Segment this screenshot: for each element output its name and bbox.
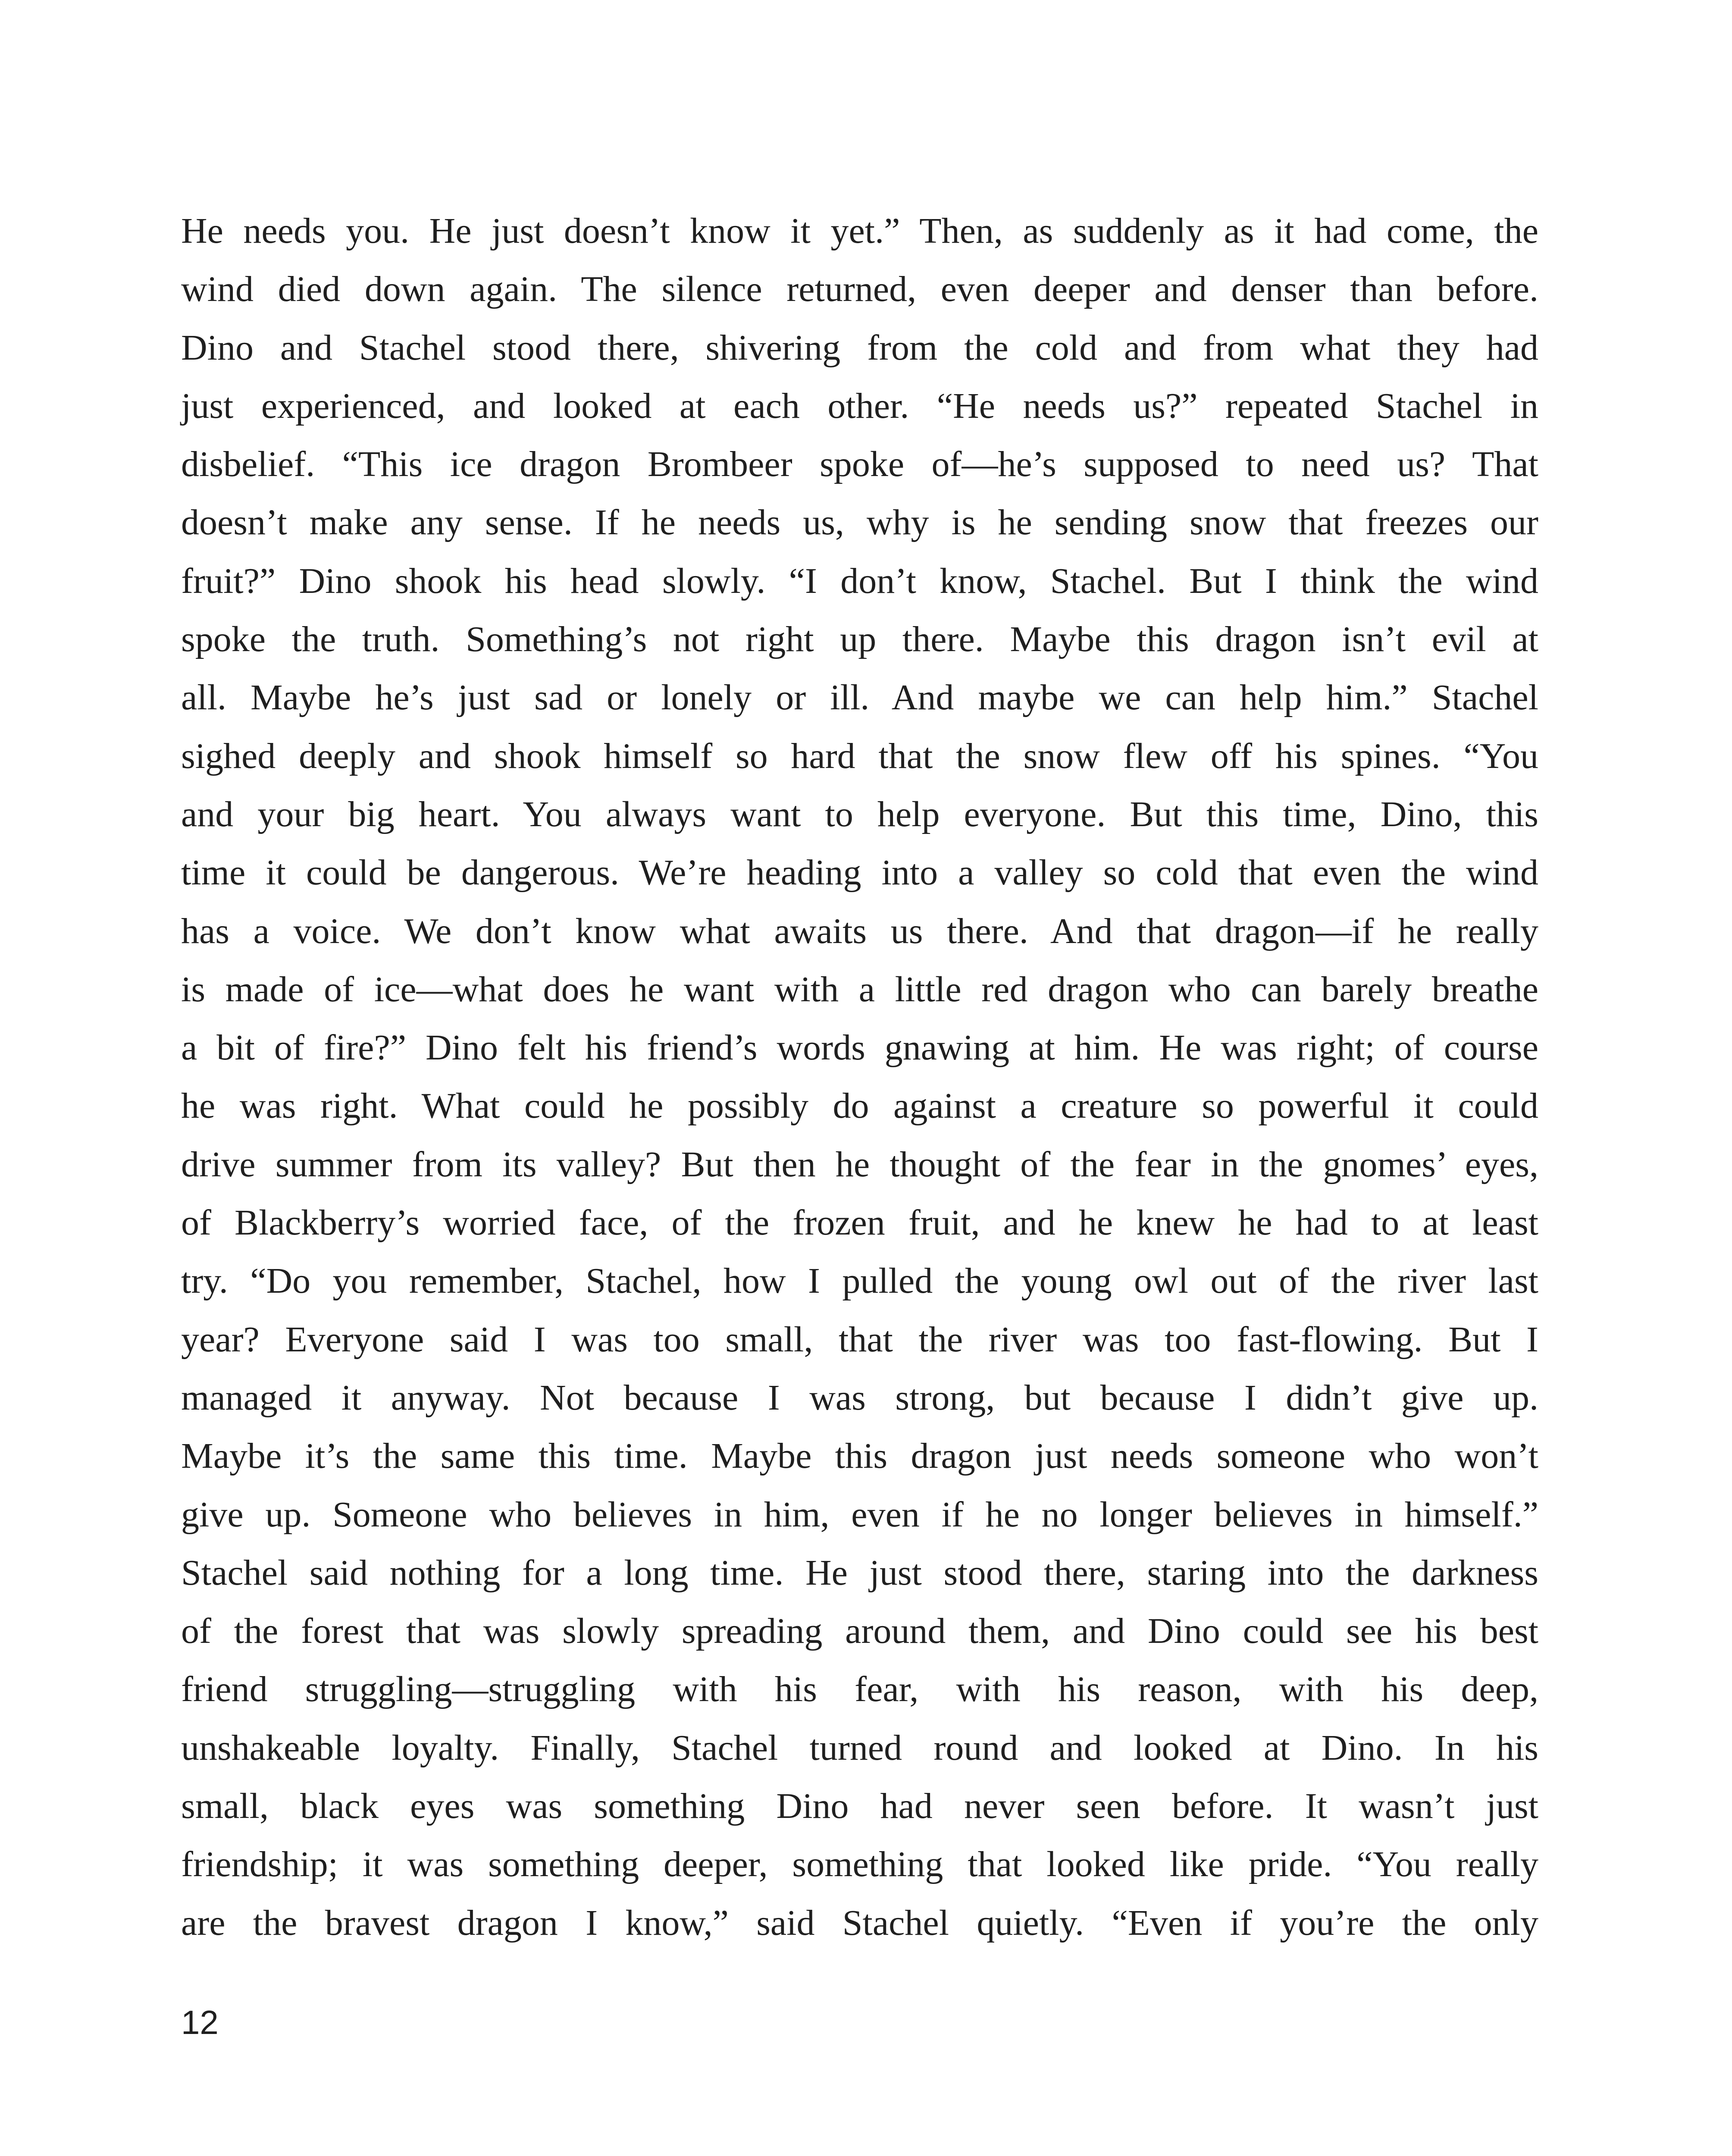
text-line: is made of ice—what does he want with a little red dragon who can barely breathe xyxy=(181,969,1538,1009)
text-line: fruit?” Dino shook his head slowly. “I don’t know, Stachel. But I think the wind xyxy=(181,561,1538,601)
text-line: friendship; it was something deeper, something that looked like pride. “You really xyxy=(181,1844,1538,1885)
text-line: friend struggling—struggling with his fear, with his reason, with his deep, xyxy=(181,1669,1538,1710)
text-line: Dino and Stachel stood there, shivering from the cold and from what they had xyxy=(181,327,1538,368)
text-line: a bit of fire?” Dino felt his friend’s words gnawing at him. He was right; of course xyxy=(181,1028,1538,1068)
text-line: disbelief. “This ice dragon Brombeer spoke of—he’s supposed to need us? That xyxy=(181,444,1538,485)
text-line: and your big heart. You always want to help everyone. But this time, Dino, this xyxy=(181,794,1538,834)
text-line: time it could be dangerous. We’re heading into a valley so cold that even the wind xyxy=(181,852,1538,893)
text-line: spoke the truth. Something’s not right up there. Maybe this dragon isn’t evil at xyxy=(181,619,1538,660)
text-line: unshakeable loyalty. Finally, Stachel turned round and looked at Dino. In his xyxy=(181,1727,1538,1768)
text-line: small, black eyes was something Dino had never seen before. It wasn’t just xyxy=(181,1786,1538,1827)
text-line: try. “Do you remember, Stachel, how I pulled the young owl out of the river last xyxy=(181,1261,1538,1301)
text-line: are the bravest dragon I know,” said Stachel quietly. “Even if you’re the only xyxy=(181,1902,1538,1943)
text-line: wind died down again. The silence returned, even deeper and denser than before. xyxy=(181,269,1538,310)
body-text xyxy=(181,202,1538,1952)
text-line: he was right. What could he possibly do against a creature so powerful it could xyxy=(181,1086,1538,1126)
text-line: of the forest that was slowly spreading around them, and Dino could see his best xyxy=(181,1611,1538,1651)
text-line: just experienced, and looked at each other. “He needs us?” repeated Stachel in xyxy=(181,385,1538,426)
text-line: He needs you. He just doesn’t know it yet.” Then, as suddenly as it had come, the xyxy=(181,211,1538,251)
text-line: give up. Someone who believes in him, even if he no longer believes in himself.” xyxy=(181,1494,1538,1535)
text-line: Maybe it’s the same this time. Maybe this dragon just needs someone who won’t xyxy=(181,1436,1538,1476)
text-line: of Blackberry’s worried face, of the frozen fruit, and he knew he had to at least xyxy=(181,1203,1538,1243)
text-line: drive summer from its valley? But then he thought of the fear in the gnomes’ eyes, xyxy=(181,1144,1538,1185)
text-line: year? Everyone said I was too small, that the river was too fast-flowing. But I xyxy=(181,1319,1538,1360)
text-line: managed it anyway. Not because I was strong, but because I didn’t give up. xyxy=(181,1377,1538,1418)
text-line: doesn’t make any sense. If he needs us, why is he sending snow that freezes our xyxy=(181,502,1538,543)
page-number: 12 xyxy=(181,2003,219,2041)
text-line: all. Maybe he’s just sad or lonely or ill. And maybe we can help him.” Stachel xyxy=(181,677,1538,718)
text-line: sighed deeply and shook himself so hard that the snow flew off his spines. “You xyxy=(181,736,1538,776)
text-line: has a voice. We don’t know what awaits us there. And that dragon—if he really xyxy=(181,911,1538,951)
text-line: Stachel said nothing for a long time. He just stood there, staring into the darkness xyxy=(181,1552,1538,1593)
